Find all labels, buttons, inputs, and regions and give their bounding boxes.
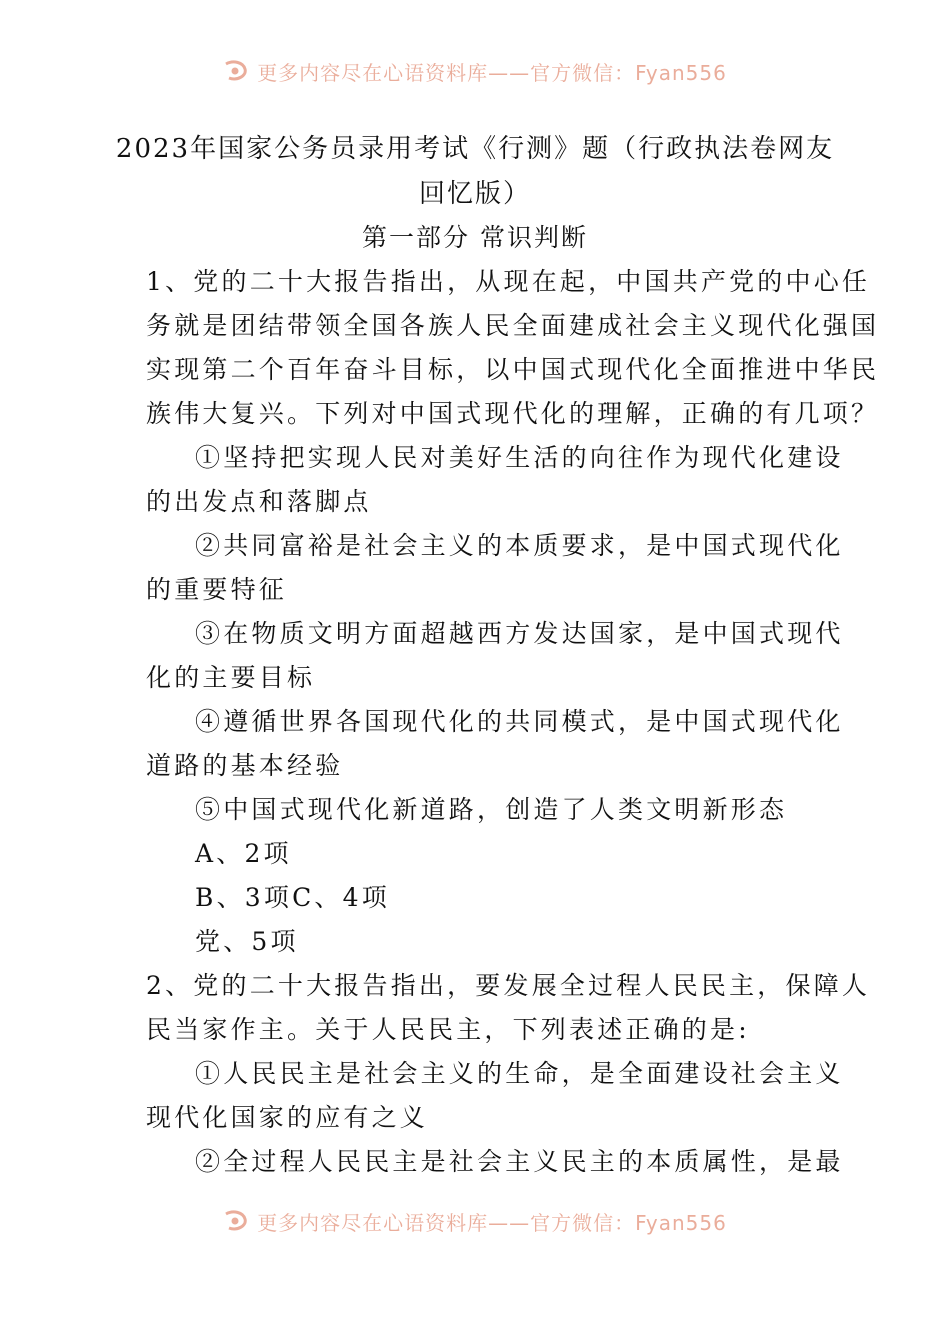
q2-stem-line-2: 民当家作主。关于人民民主，下列表述正确的是: [146,1015,750,1044]
brand-logo-icon [223,60,249,82]
q1-option-a: A、2项 [195,839,292,868]
q1-statement-2: ②共同富裕是社会主义的本质要求，是中国式现代化 [195,531,844,560]
q1-statement-3: ③在物质文明方面超越西方发达国家，是中国式现代 [195,619,844,648]
q1-stem-line-3: 实现第二个百年奋斗目标，以中国式现代化全面推进中华民 [146,355,880,384]
q1-statement-5: ⑤中国式现代化新道路，创造了人类文明新形态 [195,795,788,824]
q1-statement-4-cont: 道路的基本经验 [146,751,344,780]
q2-statement-1-cont: 现代化国家的应有之义 [146,1103,429,1132]
section-heading: 第一部分 常识判断 [362,223,588,252]
q1-option-b-c: B、3项C、4项 [195,883,390,912]
document-title-line-2: 回忆版） [418,179,531,209]
q1-statement-1-cont: 的出发点和落脚点 [146,487,372,516]
q1-statement-1: ①坚持把实现人民对美好生活的向往作为现代化建设 [195,443,844,472]
q1-stem-line-1: 1、党的二十大报告指出，从现在起，中国共产党的中心任 [146,267,871,296]
q1-option-d: 党、5项 [195,927,299,956]
q2-statement-2: ②全过程人民民主是社会主义民主的本质属性，是最 [195,1147,844,1176]
q1-statement-2-cont: 的重要特征 [146,575,288,604]
q2-statement-1: ①人民民主是社会主义的生命，是全面建设社会主义 [195,1059,844,1088]
q2-stem-line-1: 2、党的二十大报告指出，要发展全过程人民民主，保障人 [146,971,871,1000]
watermark-text: 更多内容尽在心语资料库——官方微信：Fyan556 [257,1210,727,1235]
brand-logo-icon [223,1210,249,1232]
q1-statement-3-cont: 化的主要目标 [146,663,316,692]
watermark-header [0,56,950,86]
q1-stem-line-2: 务就是团结带领全国各族人民全面建成社会主义现代化强国 [146,311,880,340]
q1-statement-4: ④遵循世界各国现代化的共同模式，是中国式现代化 [195,707,844,736]
watermark-text: 更多内容尽在心语资料库——官方微信：Fyan556 [257,60,727,85]
watermark-footer [0,1206,950,1236]
document-title-line-1: 2023年国家公务员录用考试《行测》题（行政执法卷网友 [115,134,835,164]
q1-stem-line-4: 族伟大复兴。下列对中国式现代化的理解，正确的有几项？ [146,399,880,428]
